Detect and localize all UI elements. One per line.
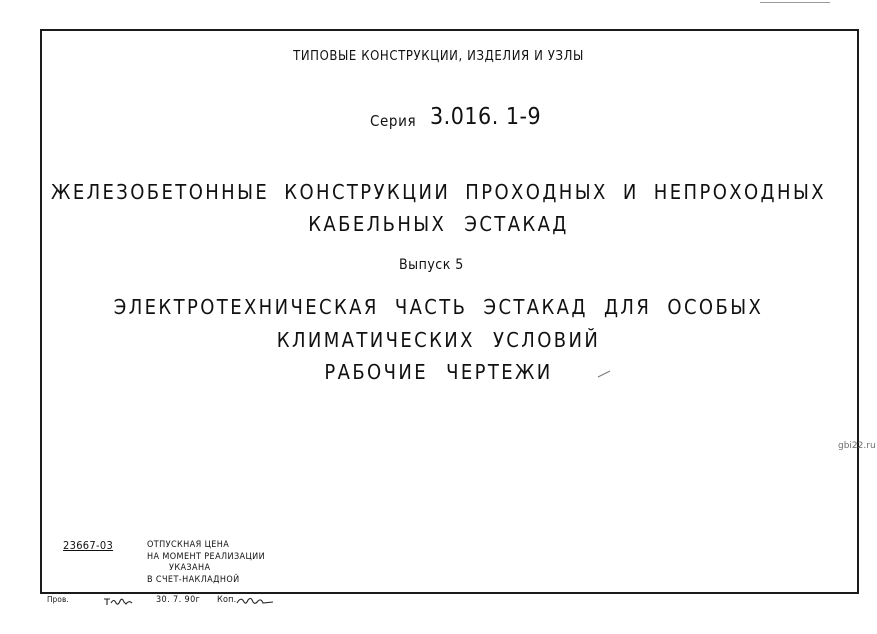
watermark-text: gbi22.ru xyxy=(838,441,876,451)
series-label: Серия xyxy=(370,112,417,130)
subtitle-line-3: РАБОЧИЕ ЧЕРТЕЖИ xyxy=(324,360,553,384)
subtitle-line-2: КЛИМАТИЧЕСКИХ УСЛОВИЙ xyxy=(276,328,601,352)
price-note-line: НА МОМЕНТ РЕАЛИЗАЦИИ xyxy=(147,551,266,562)
price-note-line: УКАЗАНА xyxy=(169,563,211,573)
copy-label: Коп. xyxy=(217,595,237,605)
copyist-signature xyxy=(235,594,275,608)
pen-tick-mark xyxy=(596,370,612,378)
catalog-header: ТИПОВЫЕ КОНСТРУКЦИИ, ИЗДЕЛИЯ И УЗЛЫ xyxy=(293,49,584,64)
series-number: 3.016. 1-9 xyxy=(430,104,542,130)
price-note-line: В СЧЕТ-НАКЛАДНОЙ xyxy=(147,574,240,585)
checked-label: Пров. xyxy=(47,595,69,604)
document-title-line-1: ЖЕЛЕЗОБЕТОННЫЕ КОНСТРУКЦИИ ПРОХОДНЫХ И НЕПРОХОДНЫХ xyxy=(51,180,826,204)
order-number: 23667-03 xyxy=(63,539,114,552)
checker-signature xyxy=(102,594,136,608)
subtitle-line-1: ЭЛЕКТРОТЕХНИЧЕСКАЯ ЧАСТЬ ЭСТАКАД ДЛЯ ОСОБЫХ xyxy=(113,295,764,319)
stamp-date: 30. 7. 90г xyxy=(156,595,201,605)
price-note-line: ОТПУСКНАЯ ЦЕНА xyxy=(147,540,230,550)
top-edge-mark xyxy=(760,0,830,3)
issue-number: Выпуск 5 xyxy=(399,257,464,273)
price-note xyxy=(147,540,265,586)
document-title-line-2: КАБЕЛЬНЫХ ЭСТАКАД xyxy=(308,212,569,236)
